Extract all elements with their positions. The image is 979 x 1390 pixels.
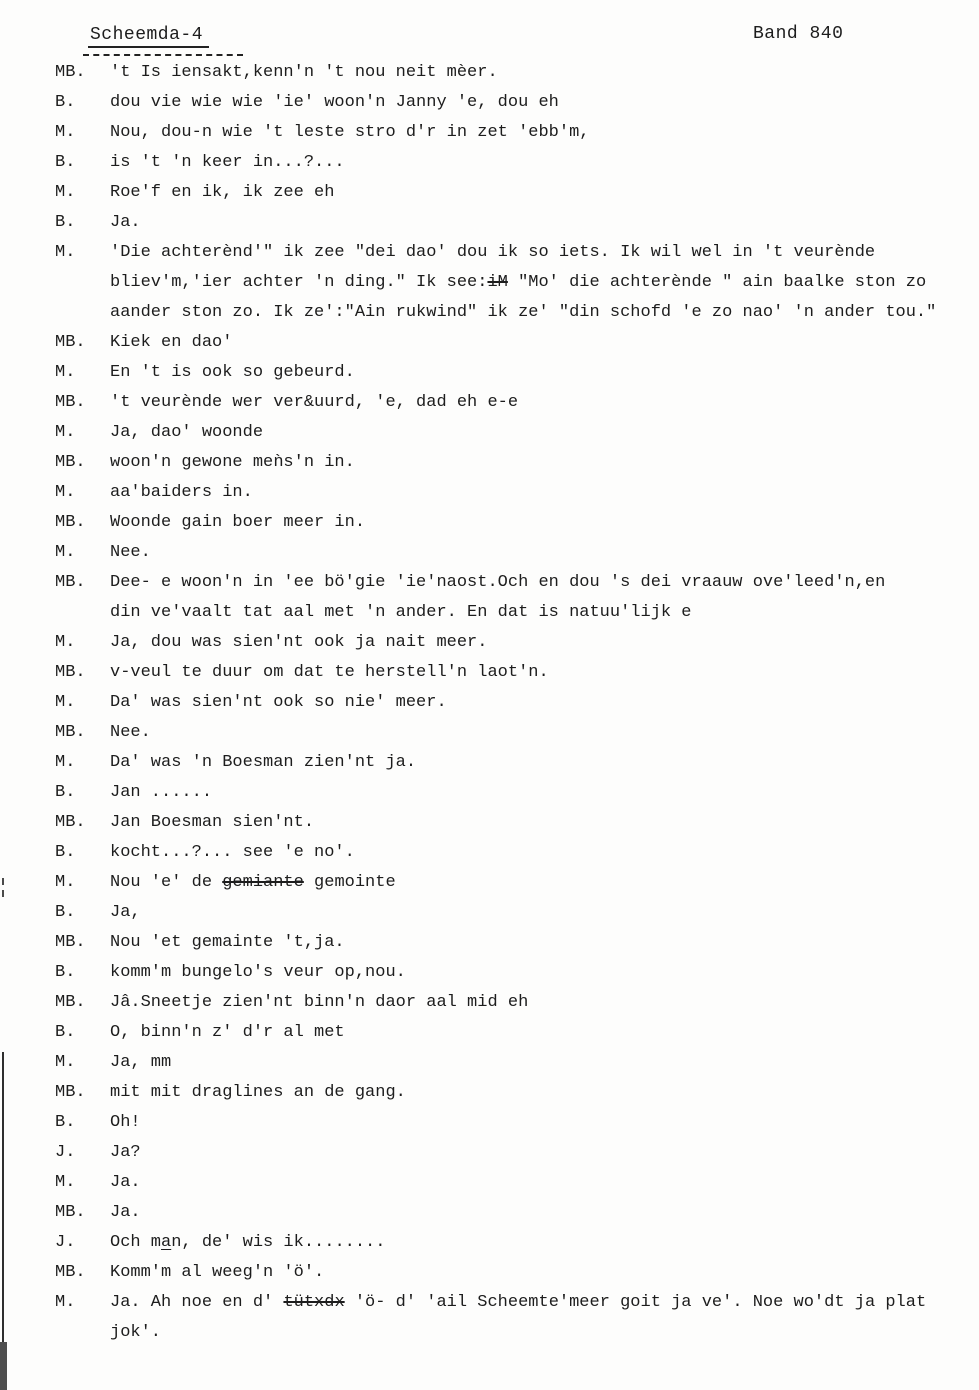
speaker-label: B.: [55, 1022, 76, 1042]
speaker-label: B.: [55, 902, 76, 922]
utterance-text: [110, 843, 355, 862]
utterance-text: [110, 393, 518, 412]
text-segment: En 't is ook so gebeurd.: [110, 362, 355, 382]
transcript-line: [0, 1167, 979, 1197]
speaker-label: M.: [55, 632, 76, 652]
transcript-line: [0, 927, 979, 957]
transcript: [0, 57, 979, 1347]
utterance-text: [110, 1143, 141, 1162]
text-segment: din ve'vaalt tat aal met 'n ander. En dat is natuu'lijk e: [110, 602, 692, 622]
utterance-text: [110, 453, 355, 472]
speaker-label: MB.: [55, 392, 86, 412]
utterance-text: [110, 1083, 406, 1102]
speaker-label: M.: [55, 542, 76, 562]
speaker-label: M.: [55, 362, 76, 382]
text-segment: Ja.: [110, 212, 141, 232]
text-segment: Ja.: [110, 1172, 141, 1192]
text-segment: Komm'm al weeg'n 'ö'.: [110, 1262, 325, 1282]
utterance-text: [110, 573, 885, 592]
speaker-label: M.: [55, 1292, 76, 1312]
text-segment: dou vie wie wie 'ie' woon'n Janny 'e, dou eh: [110, 92, 559, 112]
speaker-label: MB.: [55, 1202, 86, 1222]
speaker-label: M.: [55, 182, 76, 202]
struck-out-text: tütxdx: [283, 1292, 345, 1312]
speaker-label: B.: [55, 152, 76, 172]
text-segment: "Mo' die achterènde " ain baalke ston zo: [507, 272, 927, 292]
speaker-label: B.: [55, 92, 76, 112]
struck-out-text: iM: [487, 272, 508, 292]
utterance-text: [110, 513, 365, 532]
text-segment: Kiek en dao': [110, 332, 233, 352]
utterance-text: [110, 363, 355, 382]
speaker-label: MB.: [55, 512, 86, 532]
text-segment: Nee.: [110, 542, 151, 562]
transcript-line: [0, 177, 979, 207]
speaker-label: B.: [55, 782, 76, 802]
transcript-line: [0, 567, 979, 597]
text-segment: gemointe: [303, 872, 396, 892]
text-segment: Jâ.Sneetje zien'nt binn'n daor aal mid eh: [110, 992, 529, 1012]
speaker-label: MB.: [55, 1262, 86, 1282]
text-segment: Ja.: [110, 1202, 141, 1222]
transcript-line: [0, 507, 979, 537]
utterance-text: [110, 483, 253, 502]
text-segment: is 't 'n keer in...?...: [110, 152, 345, 172]
transcript-line: [0, 687, 979, 717]
utterance-text: [110, 753, 416, 772]
text-segment: mit mit draglines an de gang.: [110, 1082, 406, 1102]
title-underline-dashes: [83, 54, 243, 56]
transcript-line: [0, 717, 979, 747]
text-segment: Nou 'e' de: [110, 872, 223, 892]
text-segment: v-veul te duur om dat te herstell'n laot'n.: [110, 662, 549, 682]
text-segment: aander ston zo. Ik ze':"Ain rukwind" ik ze' "din schofd 'e zo nao' 'n ander tou.": [110, 302, 937, 322]
transcript-line: [0, 627, 979, 657]
text-segment: Ja. Ah noe en d': [110, 1292, 284, 1312]
text-segment: Oh!: [110, 1112, 141, 1132]
text-segment: aa'baiders in.: [110, 482, 253, 502]
transcript-line: [0, 207, 979, 237]
utterance-text: [110, 63, 498, 82]
speaker-label: MB.: [55, 452, 86, 472]
speaker-label: M.: [55, 752, 76, 772]
transcript-line: [0, 747, 979, 777]
utterance-text: [110, 813, 314, 832]
transcript-line: [0, 327, 979, 357]
utterance-text: [110, 633, 487, 652]
speaker-label: B.: [55, 842, 76, 862]
utterance-text: [110, 993, 528, 1012]
utterance-text: [110, 423, 263, 442]
utterance-text: [110, 303, 936, 322]
utterance-text: [110, 1233, 385, 1252]
utterance-text: [110, 333, 232, 352]
utterance-text: [110, 873, 396, 892]
speaker-label: MB.: [55, 332, 86, 352]
utterance-text: [110, 243, 875, 262]
text-segment: Jan Boesman sien'nt.: [110, 812, 315, 832]
underlined-text: a: [161, 1232, 172, 1252]
speaker-label: M.: [55, 692, 76, 712]
utterance-text: [110, 543, 151, 562]
text-segment: Dee- e woon'n in 'ee bö'gie 'ie'naost.Och en dou 's dei vraauw ove'leed'n,en: [110, 572, 886, 592]
text-segment: komm'm bungelo's veur op,nou.: [110, 962, 406, 982]
text-segment: Ja, mm: [110, 1052, 172, 1072]
text-segment: 't Is iensakt,kenn'n 't nou neit mèer.: [110, 62, 498, 82]
transcript-line: [0, 597, 979, 627]
speaker-label: MB.: [55, 932, 86, 952]
speaker-label: M.: [55, 422, 76, 442]
page-edge-line-artifact: [2, 1052, 4, 1364]
speaker-label: MB.: [55, 62, 86, 82]
speaker-label: M.: [55, 872, 76, 892]
transcript-line: [0, 897, 979, 927]
utterance-text: [110, 723, 151, 742]
struck-out-text: gemiante: [222, 872, 304, 892]
text-segment: Woonde gain boer meer in.: [110, 512, 366, 532]
text-segment: Roe'f en ik, ik zee eh: [110, 182, 335, 202]
text-segment: Jan ......: [110, 782, 213, 802]
utterance-text: [110, 1293, 926, 1312]
transcript-line: [0, 807, 979, 837]
transcript-line: [0, 987, 979, 1017]
transcript-line: [0, 297, 979, 327]
utterance-text: [110, 1023, 345, 1042]
text-segment: n, de' wis ik........: [171, 1232, 386, 1252]
utterance-text: [110, 603, 692, 622]
transcript-line: [0, 867, 979, 897]
page-edge-tick-artifact: [2, 878, 4, 885]
transcript-line: [0, 777, 979, 807]
speaker-label: MB.: [55, 992, 86, 1012]
text-segment: woon'n gewone meǹs'n in.: [110, 452, 355, 472]
transcript-line: [0, 267, 979, 297]
utterance-text: [110, 1173, 141, 1192]
text-segment: Ja, dou was sien'nt ook ja nait meer.: [110, 632, 488, 652]
transcript-line: [0, 447, 979, 477]
transcript-line: [0, 147, 979, 177]
text-segment: Nee.: [110, 722, 151, 742]
transcript-line: [0, 417, 979, 447]
transcript-line: [0, 1287, 979, 1317]
transcript-line: [0, 477, 979, 507]
speaker-label: B.: [55, 962, 76, 982]
transcript-line: [0, 1077, 979, 1107]
utterance-text: [110, 963, 406, 982]
transcript-line: [0, 87, 979, 117]
speaker-label: J.: [55, 1232, 76, 1252]
transcript-line: [0, 357, 979, 387]
speaker-label: M.: [55, 242, 76, 262]
speaker-label: M.: [55, 1052, 76, 1072]
transcript-line: [0, 1017, 979, 1047]
speaker-label: MB.: [55, 572, 86, 592]
speaker-label: M.: [55, 122, 76, 142]
text-segment: Da' was sien'nt ook so nie' meer.: [110, 692, 447, 712]
page-edge-smudge-artifact: [0, 1342, 7, 1390]
speaker-label: MB.: [55, 722, 86, 742]
text-segment: kocht...?... see 'e no'.: [110, 842, 355, 862]
speaker-label: J.: [55, 1142, 76, 1162]
utterance-text: [110, 123, 589, 142]
text-segment: Ja,: [110, 902, 141, 922]
transcript-line: [0, 1317, 979, 1347]
page-title: Scheemda-4: [88, 25, 209, 48]
transcript-line: [0, 837, 979, 867]
transcript-line: [0, 1107, 979, 1137]
transcript-line: [0, 387, 979, 417]
transcript-line: [0, 957, 979, 987]
utterance-text: [110, 213, 141, 232]
speaker-label: M.: [55, 482, 76, 502]
page-edge-tick-artifact: [2, 890, 4, 897]
utterance-text: [110, 1053, 171, 1072]
utterance-text: [110, 783, 212, 802]
utterance-text: [110, 1203, 141, 1222]
utterance-text: [110, 1113, 141, 1132]
transcript-line: [0, 1047, 979, 1077]
text-segment: O, binn'n z' d'r al met: [110, 1022, 345, 1042]
transcript-line: [0, 1227, 979, 1257]
utterance-text: [110, 183, 334, 202]
text-segment: jok'.: [110, 1322, 162, 1342]
utterance-text: [110, 1263, 324, 1282]
utterance-text: [110, 663, 549, 682]
text-segment: Nou, dou-n wie 't leste stro d'r in zet 'ebb'm,: [110, 122, 590, 142]
utterance-text: [110, 903, 141, 922]
text-segment: bliev'm,'ier achter 'n ding." Ik see:: [110, 272, 488, 292]
transcript-line: [0, 117, 979, 147]
speaker-label: MB.: [55, 812, 86, 832]
text-segment: Och m: [110, 1232, 162, 1252]
speaker-label: MB.: [55, 662, 86, 682]
text-segment: 'ö- d' 'ail Scheemte'meer goit ja ve'. Noe wo'dt ja plat: [344, 1292, 927, 1312]
utterance-text: [110, 933, 345, 952]
transcript-line: [0, 1137, 979, 1167]
text-segment: Nou 'et gemainte 't,ja.: [110, 932, 345, 952]
utterance-text: [110, 93, 559, 112]
text-segment: Ja?: [110, 1142, 141, 1162]
transcript-line: [0, 1197, 979, 1227]
transcript-line: [0, 57, 979, 87]
utterance-text: [110, 693, 447, 712]
utterance-text: [110, 1323, 161, 1342]
text-segment: Da' was 'n Boesman zien'nt ja.: [110, 752, 417, 772]
utterance-text: [110, 273, 926, 292]
transcript-line: [0, 657, 979, 687]
transcript-line: [0, 237, 979, 267]
band-label: Band 840: [753, 24, 844, 44]
transcript-line: [0, 537, 979, 567]
speaker-label: B.: [55, 212, 76, 232]
speaker-label: MB.: [55, 1082, 86, 1102]
speaker-label: B.: [55, 1112, 76, 1132]
text-segment: Ja, dao' woonde: [110, 422, 264, 442]
speaker-label: M.: [55, 1172, 76, 1192]
text-segment: 't veurènde wer ver&uurd, 'e, dad eh e-e: [110, 392, 519, 412]
utterance-text: [110, 153, 345, 172]
text-segment: 'Die achterènd'" ik zee "dei dao' dou ik so iets. Ik wil wel in 't veurènde: [110, 242, 876, 262]
transcript-line: [0, 1257, 979, 1287]
